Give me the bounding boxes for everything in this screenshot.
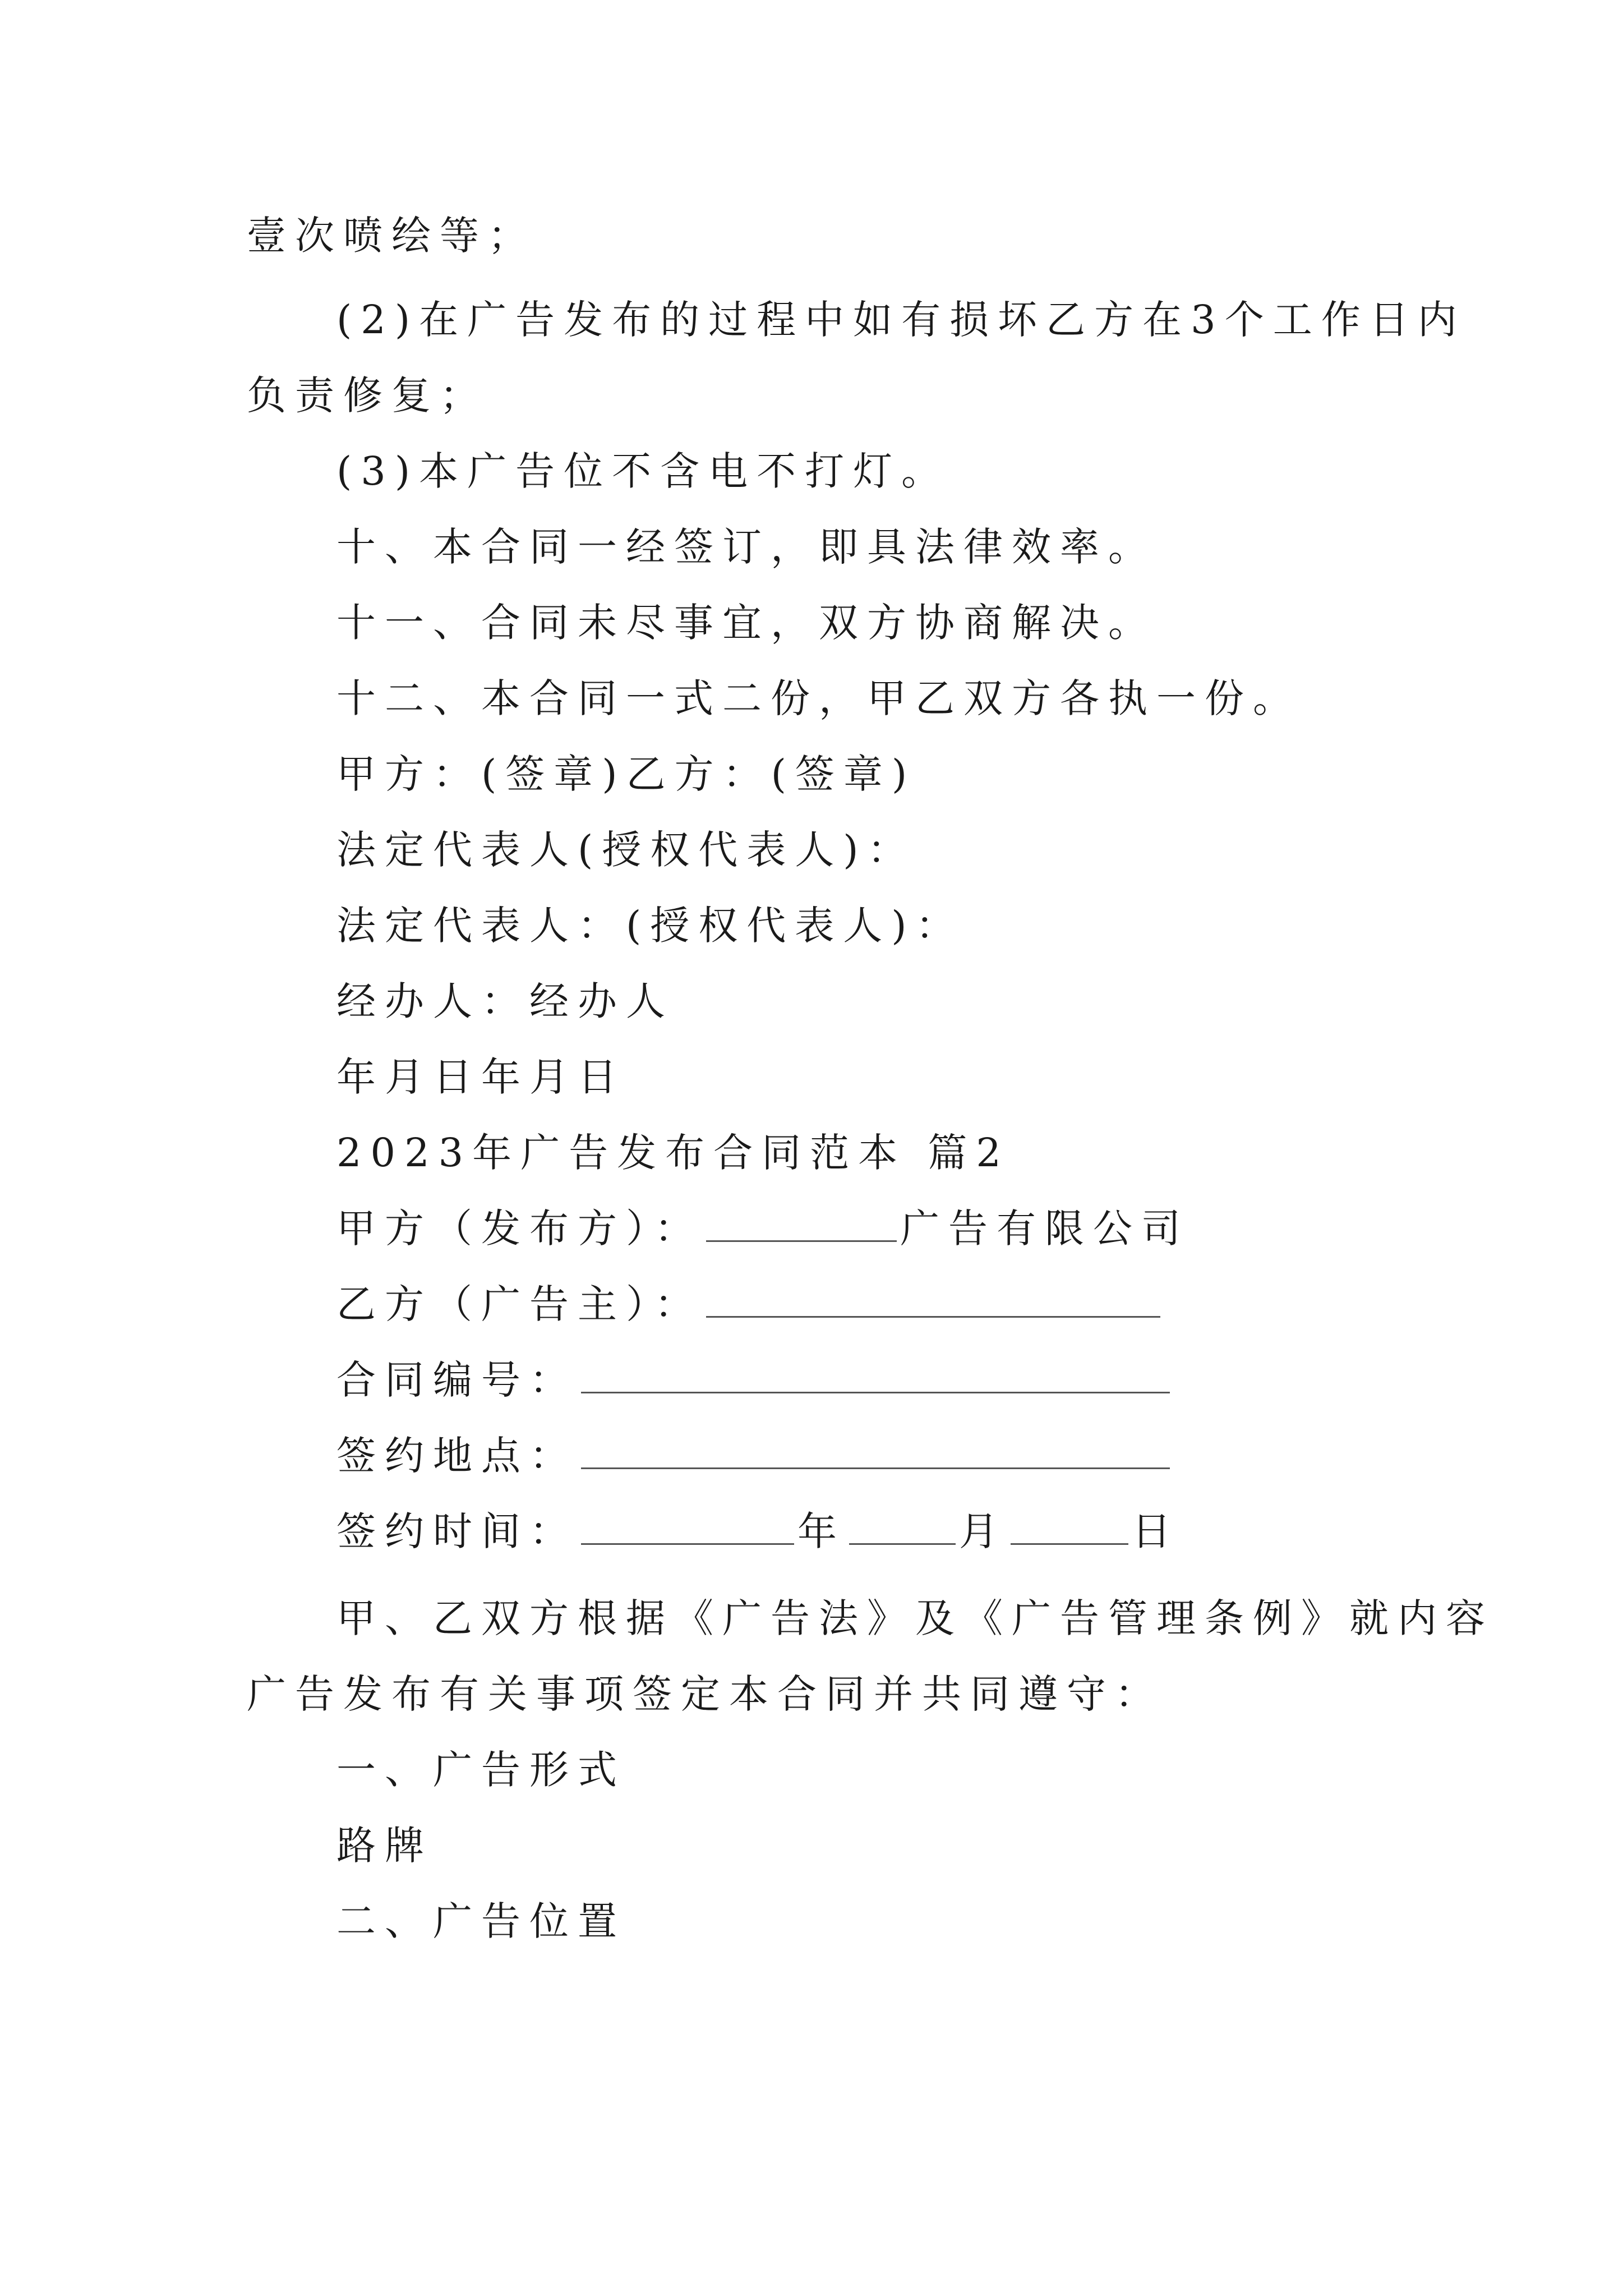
text-line: (3)本广告位不含电不打灯。 [336, 448, 950, 494]
fill-blank [849, 1508, 956, 1545]
fill-blank [1011, 1508, 1128, 1545]
fill-blank [706, 1205, 897, 1242]
text-line: 甲方：(签章)乙方：(签章) [336, 751, 916, 797]
party-a-line [336, 1200, 1189, 1257]
contract-no-label: 合同编号： [336, 1357, 578, 1403]
text-line: 广告发布有关事项签定本合同并共同遵守： [247, 1671, 1163, 1717]
text-line: 法定代表人(授权代表人)： [336, 827, 916, 873]
text-line: 十一、合同未尽事宜，双方协商解决。 [336, 600, 1156, 646]
sign-place-line [336, 1428, 1173, 1484]
section-heading: 2023年广告发布合同范本 篇2 [336, 1130, 1010, 1176]
text-line: 一、广告形式 [336, 1747, 626, 1793]
text-line: 十二、本合同一式二份，甲乙双方各执一份。 [336, 675, 1301, 721]
party-b-label: 乙方（广告主）： [336, 1281, 703, 1327]
sign-time-label: 签约时间： [336, 1508, 578, 1554]
sign-place-label: 签约地点： [336, 1433, 578, 1479]
text-line: 负责修复； [247, 372, 488, 418]
text-line: 壹次喷绘等； [247, 213, 536, 259]
fill-blank [581, 1357, 1170, 1393]
fill-blank [581, 1508, 794, 1545]
contract-no-line [336, 1352, 1173, 1408]
fill-blank [706, 1281, 1160, 1318]
text-line: 十、本合同一经签订，即具法律效率。 [336, 524, 1156, 570]
text-line: (2)在广告发布的过程中如有损坏乙方在3个工作日内 [336, 297, 1466, 343]
party-b-line [336, 1276, 1164, 1332]
party-a-label: 甲方（发布方）： [336, 1205, 703, 1251]
sign-time-year: 年 [797, 1508, 846, 1554]
text-line: 经办人：经办人 [336, 978, 674, 1024]
sign-time-line [336, 1503, 1180, 1559]
text-line: 路牌 [336, 1823, 433, 1869]
fill-blank [581, 1433, 1170, 1469]
text-line: 年月日年月日 [336, 1054, 626, 1100]
text-line: 甲、乙双方根据《广告法》及《广告管理条例》就内容 [336, 1595, 1494, 1641]
sign-time-day: 日 [1132, 1508, 1180, 1554]
sign-time-month: 月 [959, 1508, 1007, 1554]
text-line: 二、广告位置 [336, 1898, 626, 1944]
text-line: 法定代表人：(授权代表人)： [336, 903, 964, 949]
party-a-suffix: 广告有限公司 [900, 1205, 1189, 1251]
